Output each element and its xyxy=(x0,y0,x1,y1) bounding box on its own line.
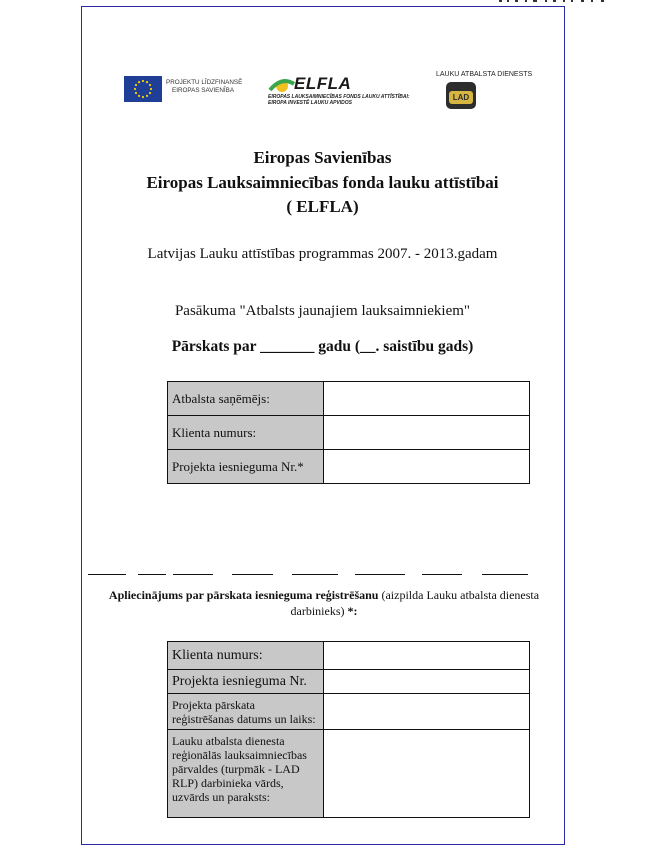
eu-caption-line2: EIROPAS SAVIENĪBA xyxy=(172,87,235,94)
reg-officer-field[interactable] xyxy=(324,730,530,818)
table-row xyxy=(168,382,530,416)
measure-title: Pasākuma "Atbalsts jaunajiem lauksaimniekiem" xyxy=(174,303,471,319)
elfla-subtitle-line1: EIROPAS LAUKSAIMNIECĪBAS FONDS LAUKU ATTĪSTĪBAI: xyxy=(268,94,410,100)
logo-strip xyxy=(124,68,534,116)
reg-datetime-field[interactable] xyxy=(324,694,530,730)
table-row xyxy=(168,730,530,818)
client-number-label: Klienta numurs: xyxy=(168,416,324,450)
table-row xyxy=(168,416,530,450)
lad-abbr: LAD xyxy=(449,91,473,104)
elfla-subtitle-line2: EIROPA INVESTĒ LAUKU APVIDOS xyxy=(268,100,352,106)
reg-datetime-label: Projekta pārskata reģistrēšanas datums un laiks: xyxy=(168,694,324,730)
heading-line1: Eiropas Savienības xyxy=(253,148,392,167)
reg-officer-label: Lauku atbalsta dienesta reģionālās lauksaimniecības pārvaldes (turpmāk - LAD RLP) darbinieka vārds, uzvārds un paraksts: xyxy=(168,730,324,818)
confirmation-title: Apliecinājums par pārskata iesnieguma reģistrēšanu xyxy=(108,588,379,602)
elfla-logo xyxy=(268,68,408,112)
eu-caption xyxy=(166,79,242,95)
table-row xyxy=(168,642,530,670)
lad-name: LAUKU ATBALSTA DIENESTS xyxy=(436,71,533,78)
project-number-field[interactable] xyxy=(324,450,530,484)
program-title: Latvijas Lauku attīstības programmas 2007. - 2013.gadam xyxy=(147,246,498,262)
reg-client-number-field[interactable] xyxy=(324,642,530,670)
table-row xyxy=(168,450,530,484)
applicant-label: Atbalsta saņēmējs: xyxy=(168,382,324,416)
lad-logo xyxy=(422,68,534,114)
registration-table xyxy=(167,641,530,818)
elfla-wordmark: ELFLA xyxy=(294,74,352,93)
eu-flag-icon xyxy=(124,76,162,102)
elfla-sun-icon xyxy=(268,70,296,96)
applicant-field[interactable] xyxy=(324,382,530,416)
reg-project-number-field[interactable] xyxy=(324,670,530,694)
project-number-label: Projekta iesnieguma Nr.* xyxy=(168,450,324,484)
eu-caption-line1: PROJEKTU LĪDZFINANSĒ xyxy=(166,79,243,86)
confirmation-note: (aizpilda Lauku atbalsta dienesta darbinieks) xyxy=(290,588,540,618)
confirmation-star: *: xyxy=(347,604,358,618)
table-row xyxy=(168,670,530,694)
applicant-table xyxy=(167,381,530,484)
lad-badge-icon xyxy=(446,82,476,109)
elfla-subtitle xyxy=(268,94,410,106)
reg-project-number-label: Projekta iesnieguma Nr. xyxy=(168,670,324,694)
corner-marks xyxy=(493,0,613,4)
heading-line2: Eiropas Lauksaimniecības fonda lauku attīstībai xyxy=(146,173,499,192)
registration-confirmation xyxy=(88,587,560,619)
client-number-field[interactable] xyxy=(324,416,530,450)
reg-client-number-label: Klienta numurs: xyxy=(168,642,324,670)
heading-line3: ( ELFLA) xyxy=(286,197,359,216)
table-row xyxy=(168,694,530,730)
report-title: Pārskats par _______ gadu (__. saistību gads) xyxy=(171,338,474,355)
